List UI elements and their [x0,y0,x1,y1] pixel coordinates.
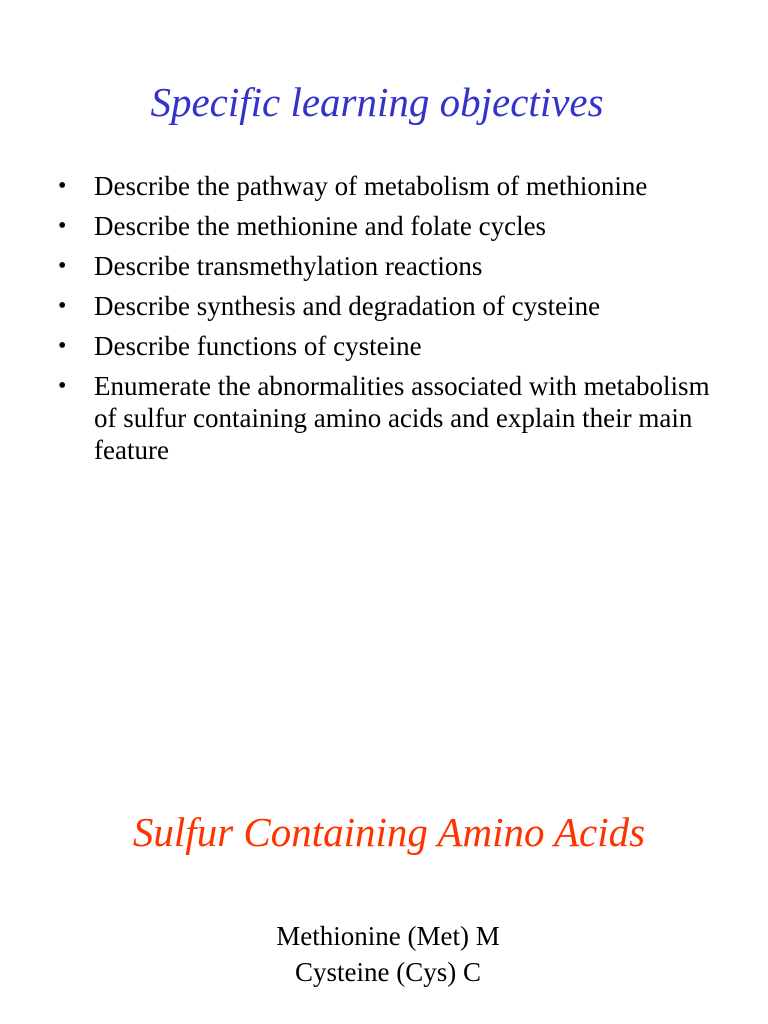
bullet-icon: • [58,373,67,399]
amino-acid-cysteine: Cysteine (Cys) C [295,957,481,987]
objective-text: Describe the methionine and folate cycles [94,211,547,241]
objective-text: Describe synthesis and degradation of cysteine [94,291,601,321]
objective-text: Describe transmethylation reactions [94,251,483,281]
bullet-icon: • [58,253,67,279]
objective-text: Describe functions of cysteine [94,331,422,361]
page-title: Specific learning objectives [150,79,604,125]
amino-acid-list [0,918,768,990]
objective-text: Describe the pathway of metabolism of methionine [94,171,648,201]
list-item [58,290,718,322]
list-item [58,370,718,466]
list-item [58,210,718,242]
bullet-icon: • [58,293,67,319]
section-title: Sulfur Containing Amino Acids [132,809,646,855]
amino-acid-methionine: Methionine (Met) M [276,921,500,951]
bullet-icon: • [58,173,67,199]
objectives-list [58,170,718,474]
list-item [58,170,718,202]
list-item [58,330,718,362]
bullet-icon: • [58,213,67,239]
list-item [58,250,718,282]
objective-text: Enumerate the abnormalities associated with metabolism of sulfur containing amino acids and explain their main feature [94,371,710,465]
bullet-icon: • [58,333,67,359]
